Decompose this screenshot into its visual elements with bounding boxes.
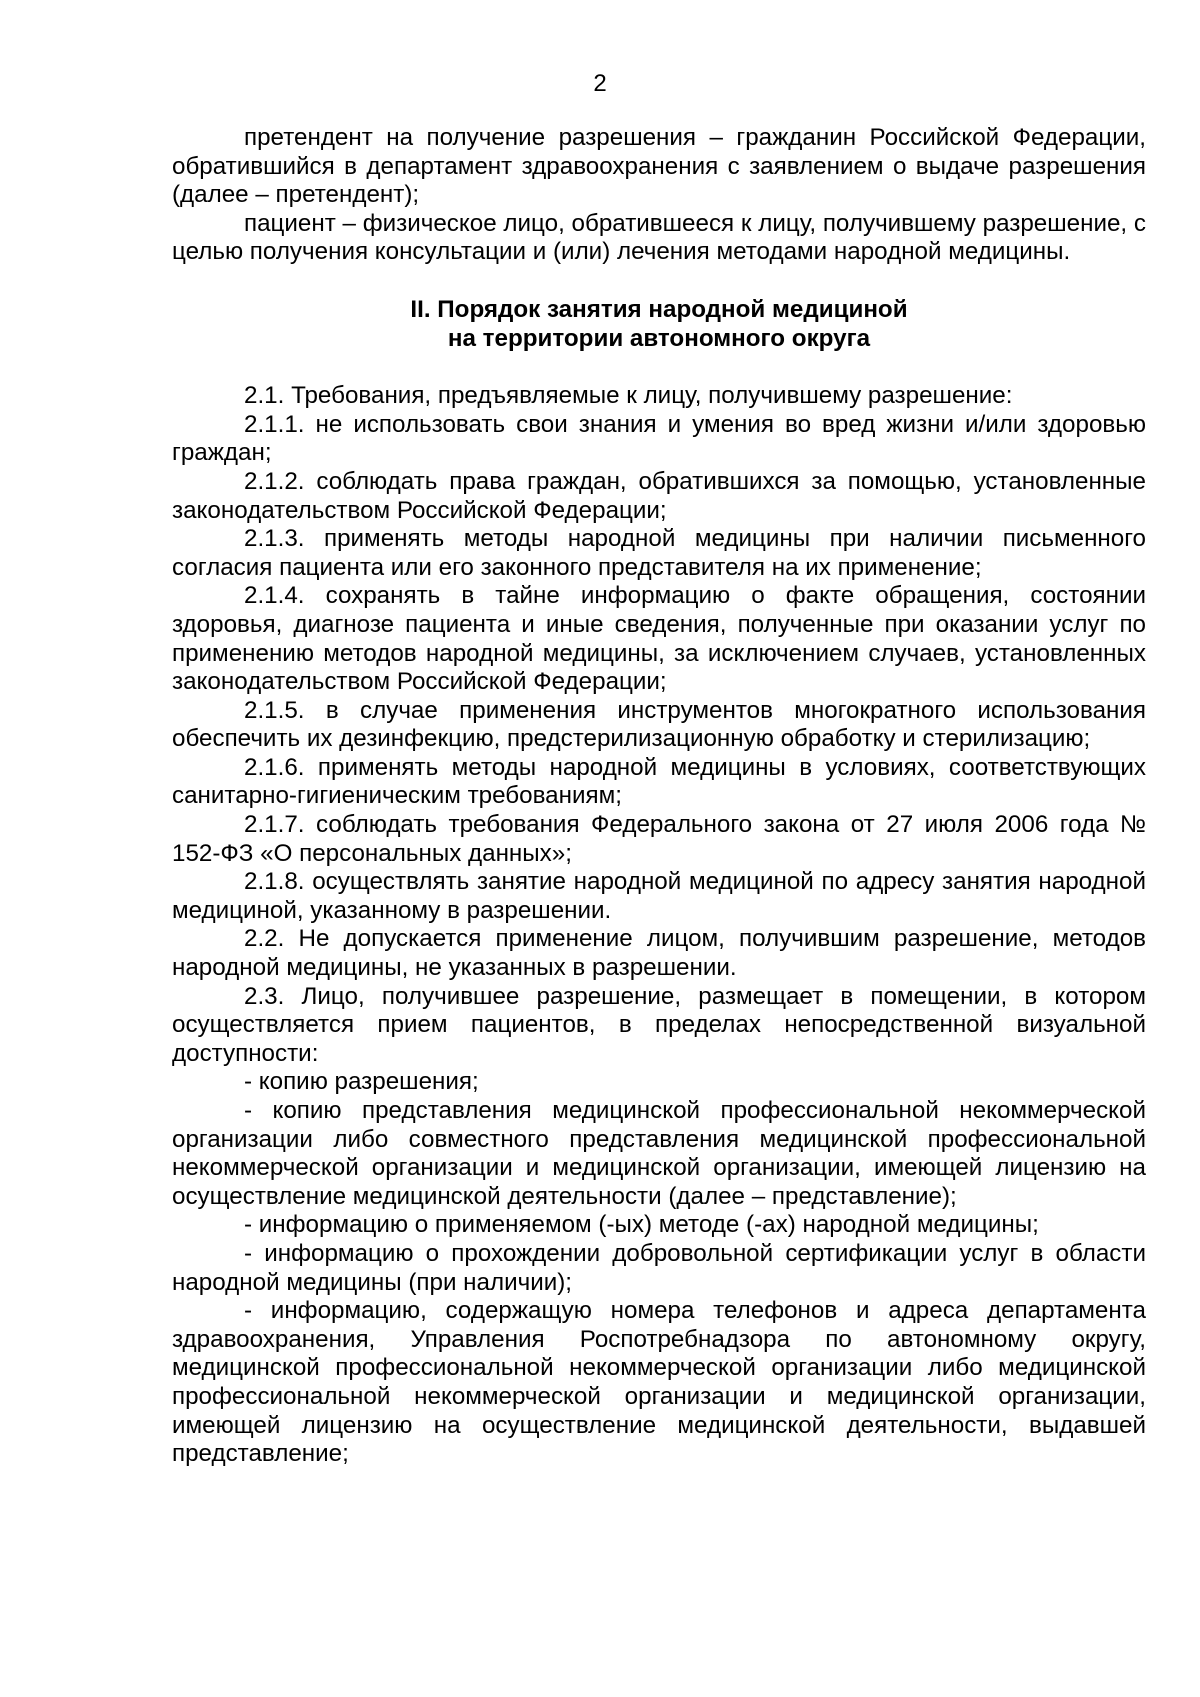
page-number: 2 (593, 70, 607, 97)
clause-paragraph: 2.1.5. в случае применения инструментов многократного использования обеспечить их дезинфекцию, предстерилизационную обработку и стерилизацию; (172, 696, 1146, 753)
clause-paragraph: 2.1.8. осуществлять занятие народной медициной по адресу занятия народной медициной, указанному в разрешении. (172, 868, 1146, 924)
clause-paragraph: 2.1.6. применять методы народной медицины в условиях, соответствующих санитарно-гигиеническим требованиям; (172, 753, 1146, 810)
section-heading-line: II. Порядок занятия народной медициной (410, 295, 908, 323)
document-body (172, 124, 1146, 1469)
clause-paragraph: 2.2. Не допускается применение лицом, получившим разрешение, методов народной медицины, не указанных в разрешении. (172, 925, 1146, 982)
clause-paragraph: 2.1.7. соблюдать требования Федерального закона от 27 июля 2006 года № 152-ФЗ «О персональных данных»; (172, 811, 1146, 867)
clause-paragraph: 2.1.1. не использовать свои знания и умения во вред жизни и/или здоровью граждан; (172, 410, 1146, 467)
list-item: - копию представления медицинской профессиональной некоммерческой организации либо совместного представления медицинской профессиональной некоммерческой организации и медицинской организации, имеющей лицензию на осуществление медицинской деятельности (далее – представление); (172, 1097, 1146, 1210)
list-item: - информацию о прохождении добровольной сертификации услуг в области народной медицины (при наличии); (172, 1239, 1146, 1296)
list-item: - копию разрешения; (244, 1068, 479, 1096)
definition-paragraph: пациент – физическое лицо, обратившееся к лицу, получившему разрешение, с целью получения консультации и (или) лечения методами народной медицины. (172, 209, 1146, 266)
clause-paragraph: 2.1.2. соблюдать права граждан, обратившихся за помощью, установленные законодательством Российской Федерации; (172, 467, 1146, 524)
clause-paragraph: 2.1.3. применять методы народной медицины при наличии письменного согласия пациента или его законного представителя на их применение; (172, 525, 1146, 581)
clause-paragraph: 2.3. Лицо, получившее разрешение, размещает в помещении, в котором осуществляется прием пациентов, в пределах непосредственной визуальной доступности: (172, 982, 1146, 1067)
section-heading (172, 296, 1146, 353)
list-item: - информацию о применяемом (-ых) методе (-ах) народной медицины; (244, 1211, 1039, 1239)
list-item: - информацию, содержащую номера телефонов и адреса департамента здравоохранения, Управления Роспотребнадзора по автономному округу, медицинской профессиональной некоммерческой организации либо медицинской профессиональной некоммерческой организации и медицинской организации, имеющей лицензию на осуществление медицинской деятельности, выдавшей представление; (172, 1297, 1146, 1468)
definition-paragraph: претендент на получение разрешения – гражданин Российской Федерации, обратившийся в департамент здравоохранения с заявлением о выдаче разрешения (далее – претендент); (172, 124, 1146, 209)
section-heading-line: на территории автономного округа (447, 324, 871, 352)
clause-paragraph: 2.1.4. сохранять в тайне информацию о факте обращения, состоянии здоровья, диагнозе пациента и иные сведения, полученные при оказании услуг по применению методов народной медицины, за исключением случаев, установленных законодательством Российской Федерации; (172, 582, 1146, 696)
clause-paragraph: 2.1. Требования, предъявляемые к лицу, получившему разрешение: (244, 382, 1013, 410)
